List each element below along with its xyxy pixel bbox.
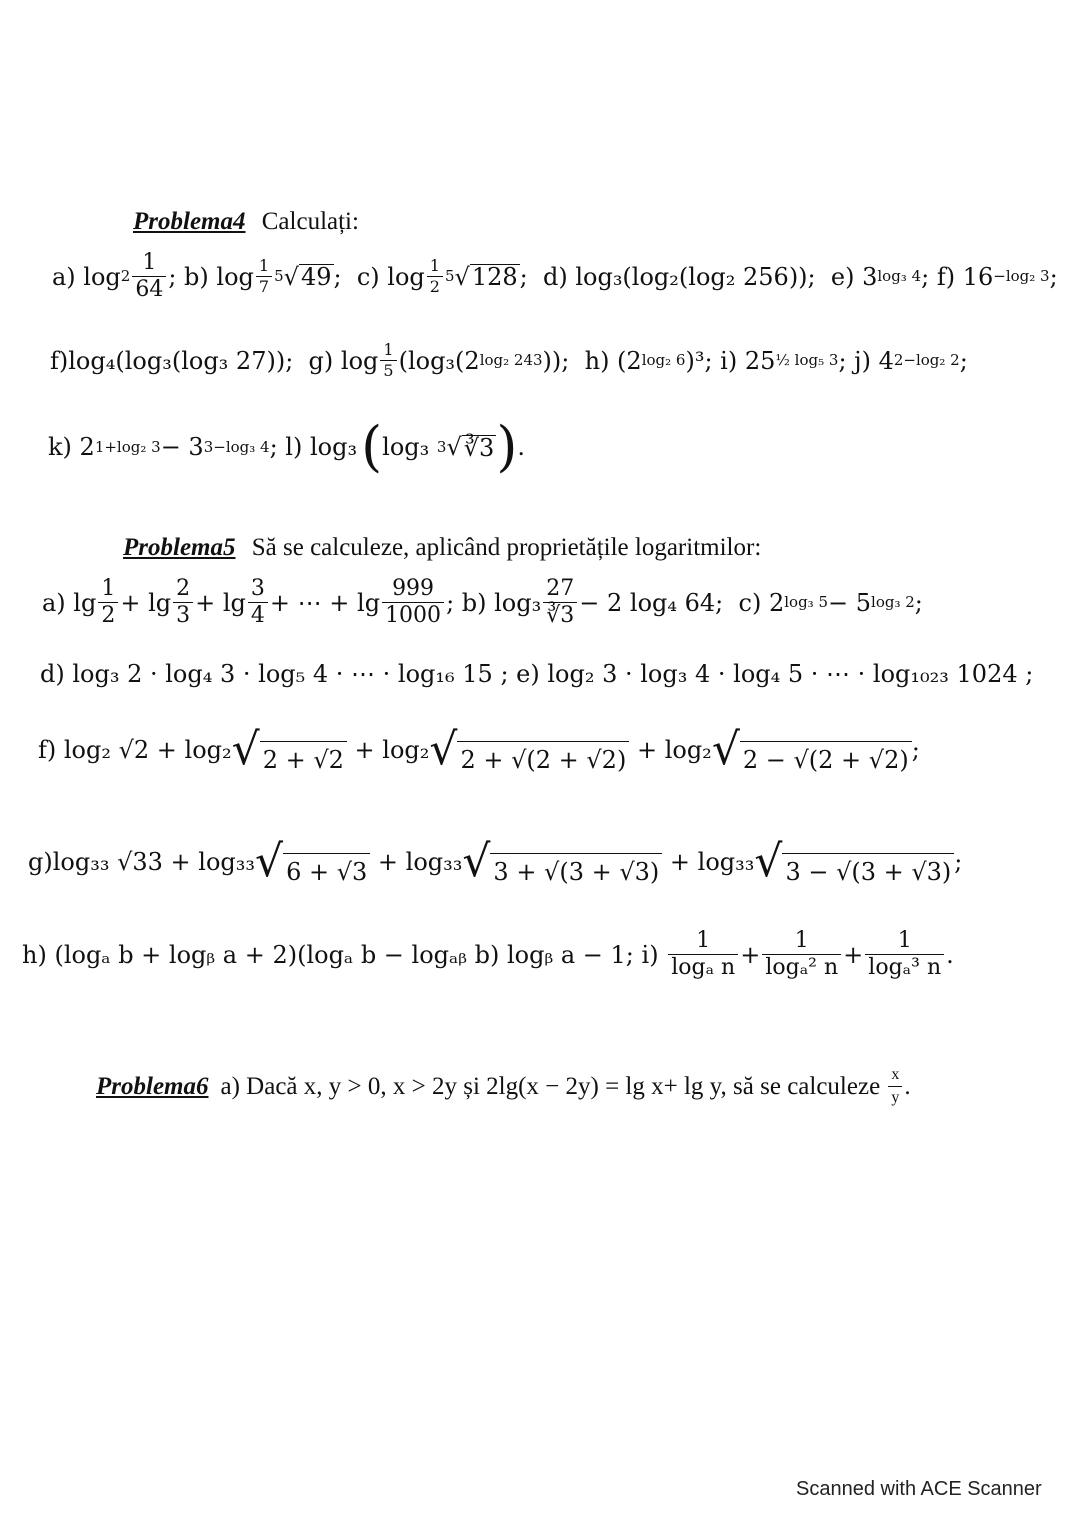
problem6-name: Problema6: [96, 1072, 209, 1100]
radicand-b: 49: [300, 263, 332, 291]
item-c-label: c): [356, 262, 380, 291]
item-f2: f)log₄(log₃(log₃ 27));: [50, 346, 294, 375]
fraction-x-y: $\frac{x}{y}$: [888, 1066, 902, 1107]
problem6-text: a) Dacă x, y > 0, x > 2y și 2lg(x − 2y) = lg x+ lg y, să se calculeze: [220, 1072, 881, 1100]
fraction-3-4: $\frac{3}{4}$: [248, 578, 268, 627]
base-fraction-c: $\frac{1}{2}$: [427, 258, 443, 295]
items-d-e: d) log₃ 2 · log₄ 3 · log₅ 4 · ⋯ · log₁₆ 15 ; e) log₂ 3 · log₃ 4 · log₄ 5 · ⋯ · log₁₀₂₃ 1024 ;: [40, 660, 1034, 688]
base-fraction-b: $\frac{1}{7}$: [256, 258, 272, 295]
item-b: ; b) log₃: [446, 588, 542, 617]
fraction-i1: $\frac{1}{\text{logₐ n}}$: [668, 930, 738, 979]
fraction-i2: $\frac{1}{\text{logₐ² n}}$: [762, 930, 841, 979]
item-k: k) 2: [48, 433, 95, 461]
fraction-999-1000: $\frac{999}{1000}$: [382, 578, 444, 627]
root-index-b: 5: [274, 267, 284, 285]
sqrt-g2: √ 3 + √(3 + √3): [462, 840, 662, 884]
sqrt-g1: √ 6 + √3: [255, 840, 370, 884]
item-h: h) (2: [584, 346, 642, 375]
item-d: d) log₃(log₂(log₂ 256));: [542, 262, 816, 291]
sqrt-g3: √ 3 − √(3 + √3): [754, 840, 954, 884]
problem4-line3: k) 2 1+log₂ 3 − 3 3−log₃ 4 ; l) log₃ ( log₃ 3 √ ∛3 ) .: [48, 415, 526, 478]
sqrt-f1: √ 2 + √2: [232, 728, 347, 772]
fraction-i3: $\frac{1}{\text{logₐ³ n}}$: [865, 930, 944, 979]
problem4-line1: a) log 2 $\frac{1}{64}$ ; b) log $\frac{1}{7}$ 5 √ 49 ; c) log $\frac{1}{2}$ 5 √ 128 ; d) log₃(log₂(log₂ 256)); e) 3 log₃ 4 ; f) 16 −log₂ 3 ;: [52, 250, 1058, 302]
fraction-1-64: $\frac{1}{64}$: [132, 252, 166, 301]
problem5-line-f: f) log₂ √2 + log₂ √ 2 + √2 + log₂ √ 2 + √(2 + √2) + log₂ √ 2 − √(2 + √2) ;: [38, 724, 920, 775]
items-h-i: h) (logₐ b + logᵦ a + 2)(logₐ b − logₐᵦ b) logᵦ a − 1; i): [22, 940, 659, 969]
problem6-line: Problema6 a) Dacă x, y > 0, x > 2y și 2lg(x − 2y) = lg x+ lg y, să se calculeze $\frac{x}{y}$ .: [96, 1066, 911, 1106]
item-g: g) log: [308, 346, 379, 375]
fraction-1-2: $\frac{1}{2}$: [98, 578, 118, 627]
radicand-c: 128: [471, 263, 518, 291]
scanner-watermark: Scanned with ACE Scanner: [796, 1478, 1042, 1500]
fraction-2-3: $\frac{2}{3}$: [173, 578, 193, 627]
item-a: a) lg: [42, 588, 97, 617]
radicand-l: ∛3: [463, 433, 495, 462]
item-c: c) 2: [738, 588, 785, 617]
base-fraction-g: $\frac{1}{5}$: [380, 342, 396, 379]
problem5-instruction: Să se calculeze, aplicând proprietățile logaritmilor:: [251, 534, 762, 561]
problem5-heading: [123, 534, 761, 562]
problem5-name: Problema5: [123, 534, 236, 561]
item-b-label: ; b): [168, 262, 209, 291]
problem5-line-d: [40, 662, 1033, 686]
problem4-line2: f)log₄(log₃(log₃ 27)); g) log $\frac{1}{5}$ (log₃(2 log₂ 243 )); h) (2 log₂ 6 )³; i) 25 ½ log₅ 3 ; j) 4 2−log₂ 2 ;: [50, 340, 968, 380]
sqrt-f2: √ 2 + √(2 + √2): [429, 728, 629, 772]
problem5-line-g: g)log₃₃ √33 + log₃₃ √ 6 + √3 + log₃₃ √ 3 + √(3 + √3) + log₃₃ √ 3 − √(3 + √3) ;: [28, 836, 963, 887]
item-e: e) 3: [830, 262, 878, 291]
root-index-l: 3: [436, 437, 447, 456]
item-a-label: a): [52, 262, 76, 291]
problem4-heading: [133, 208, 359, 236]
root-index-c: 5: [444, 267, 455, 285]
item-f: ; f) 16: [921, 262, 994, 291]
fraction-27-cbrt3: $\frac{27}{∛3}$: [543, 578, 577, 627]
big-paren-close: ): [496, 415, 518, 478]
big-paren-open: (: [361, 415, 383, 478]
item-i: )³; i) 25: [685, 346, 776, 375]
sqrt-f3: √ 2 − √(2 + √2): [712, 728, 912, 772]
problem5-line-a: a) lg $\frac{1}{2}$ + lg $\frac{2}{3}$ + lg $\frac{3}{4}$ + ⋯ + lg $\frac{999}{1000}$ ; b) log₃ $\frac{27}{∛3}$ − 2 log₄ 64; c) 2 log₃ 5 − 5 log₃ 2 ;: [42, 576, 923, 628]
problem4-name: Problema4: [133, 208, 246, 235]
item-l: ; l) log₃: [269, 433, 358, 461]
problem5-line-h: h) (logₐ b + logᵦ a + 2)(logₐ b − logₐᵦ b) logᵦ a − 1; i) $\frac{1}{\text{logₐ n}}$ + $\frac{1}{\text{logₐ² n}}$ + $\frac{1}{\text{logₐ³ n}}$ .: [22, 928, 954, 980]
problem4-instruction: Calculați:: [261, 208, 359, 235]
item-j: ; j) 4: [838, 346, 894, 375]
